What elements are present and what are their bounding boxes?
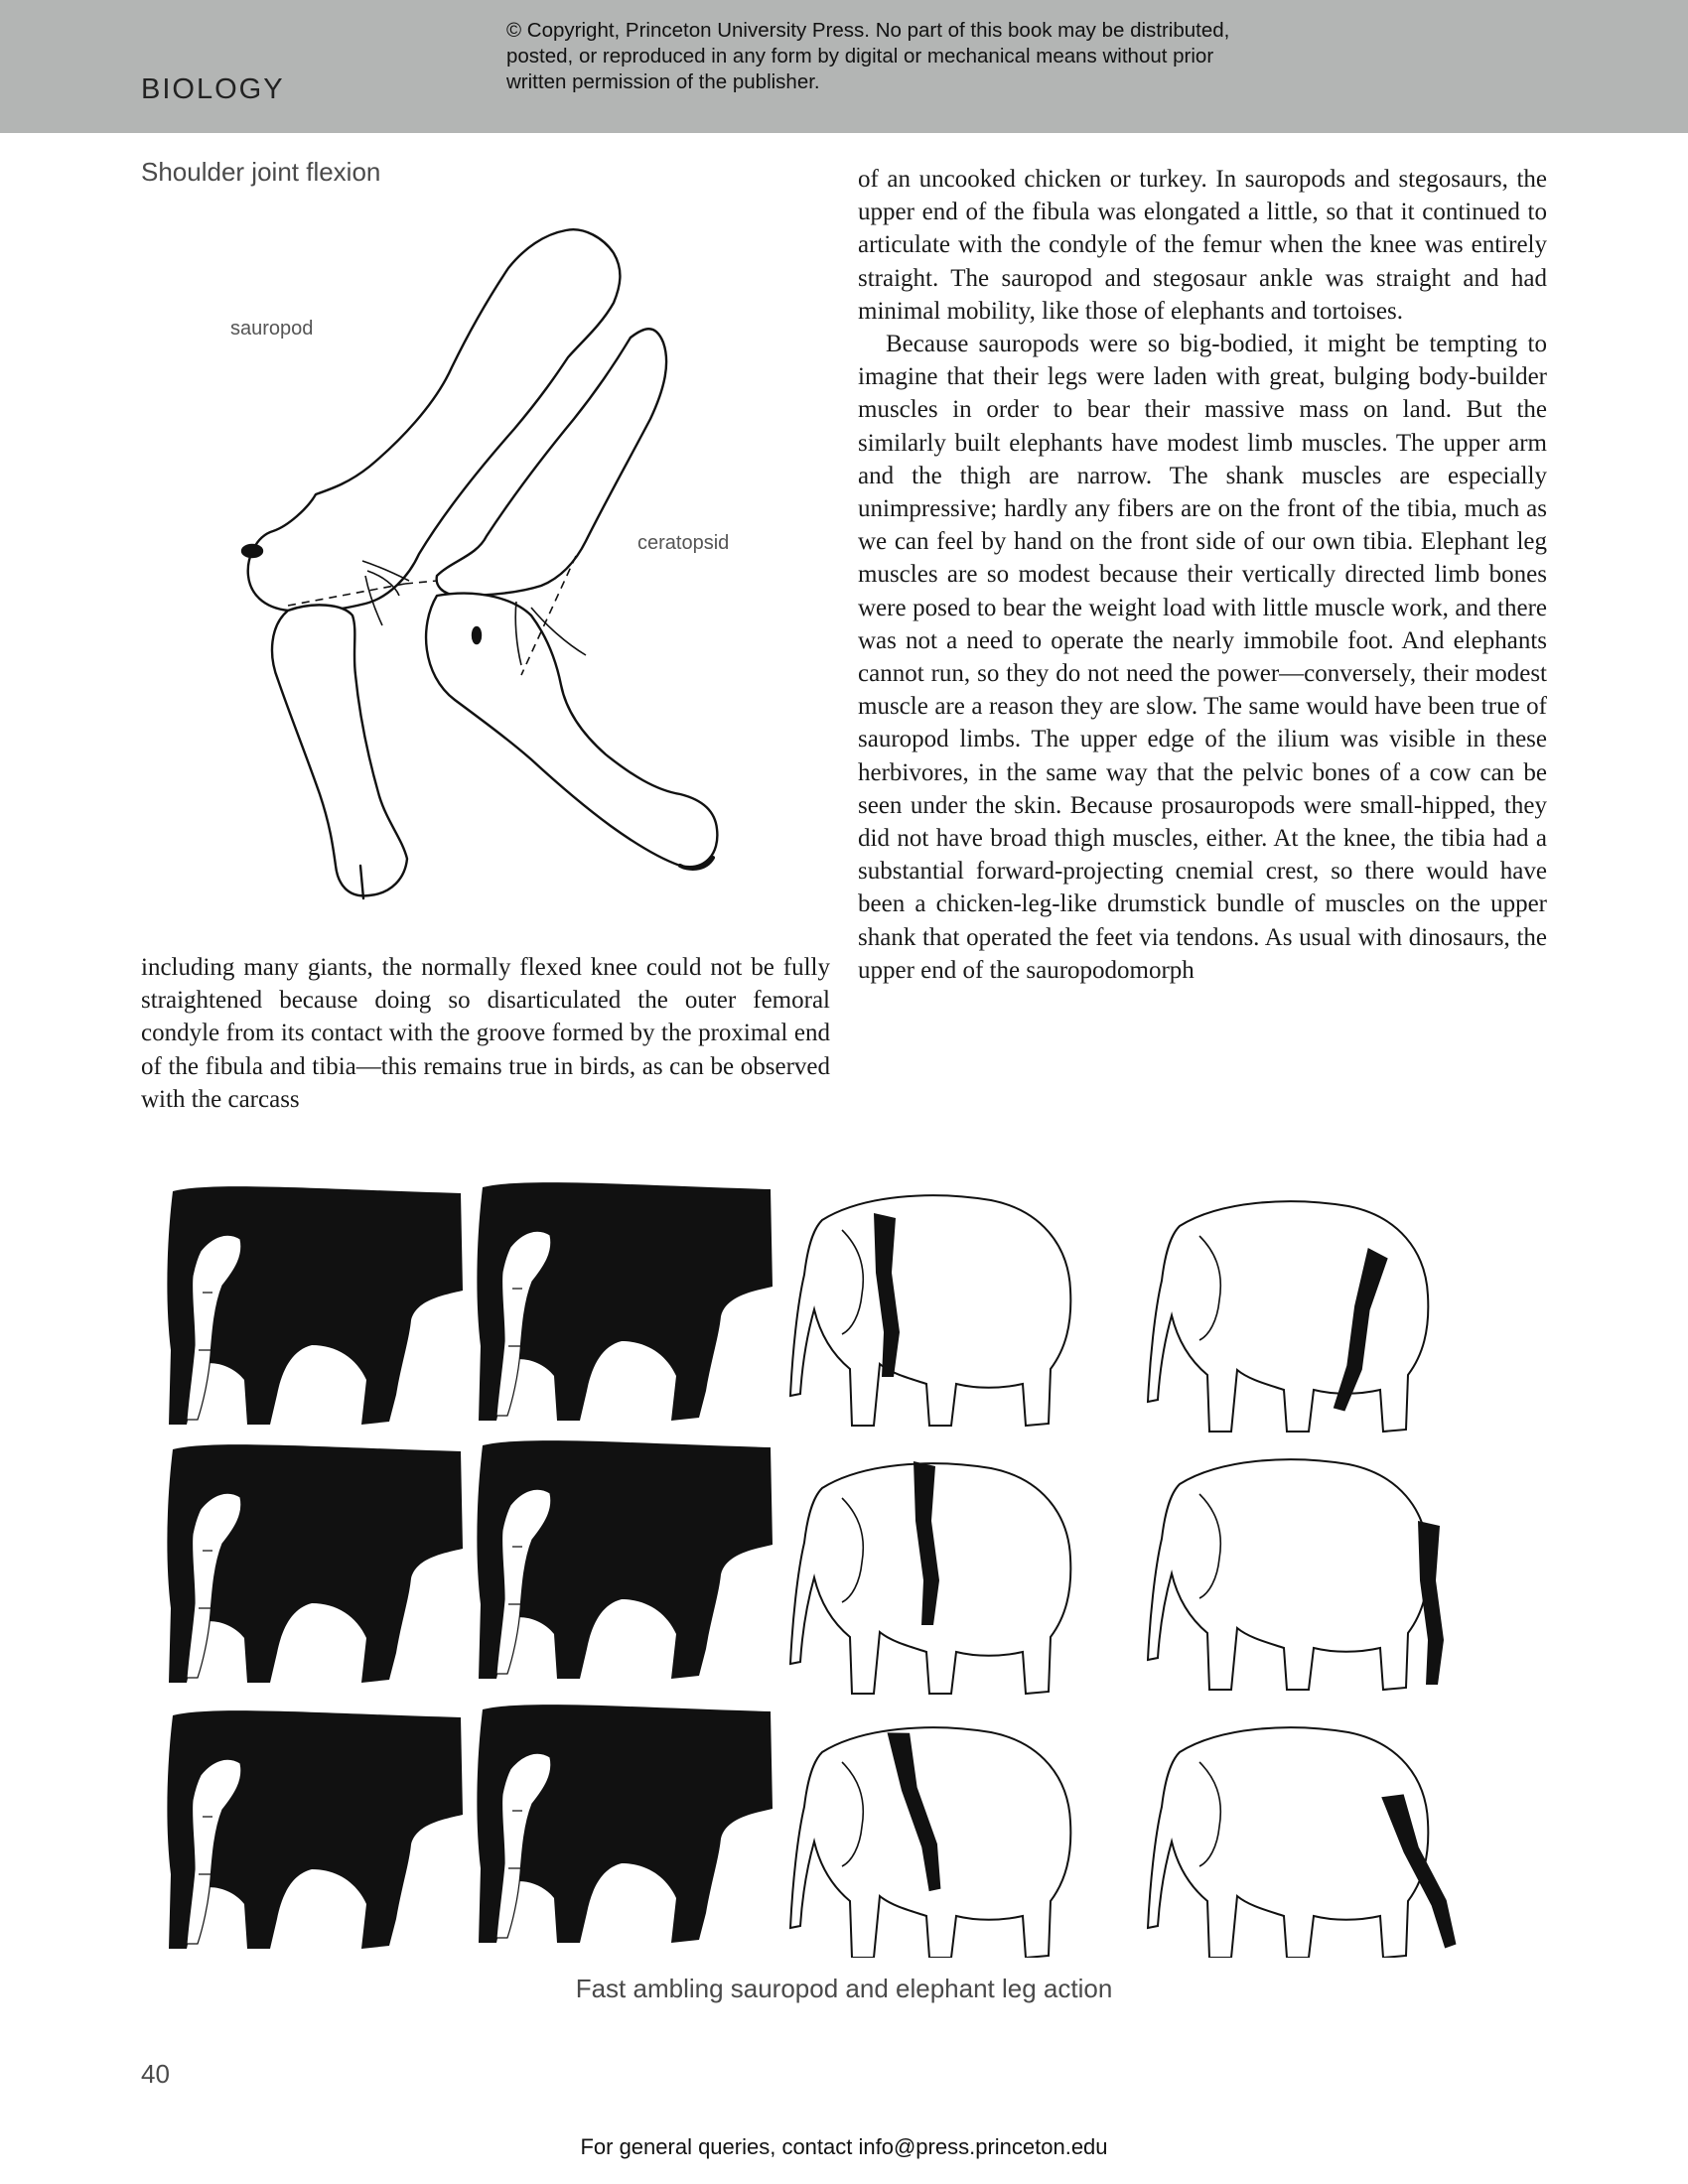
copyright-banner (0, 0, 1688, 133)
label-ceratopsid: ceratopsid (637, 532, 730, 554)
copyright-notice: © Copyright, Princeton University Press. No part of this book may be distributed, posted, or reproduced in any form by digital or mechanical means without prior written permission of the publisher. (506, 19, 1230, 93)
label-sauropod: sauropod (230, 318, 314, 340)
gait-row-3 (167, 1705, 1462, 1958)
shoulder-joint-illustration (139, 159, 834, 943)
footer-contact: For general queries, contact info@press.princeton.edu (580, 2134, 1108, 2159)
ceratopsid-humerus (426, 594, 717, 868)
paragraph: including many giants, the normally flexed knee could not be fully straightened because doing so disarticulated the outer femoral condyle from its contact with the groove formed by the proximal end of the fibula and tibia—this remains true in birds, as can be observed with the carcass (141, 954, 830, 1113)
paragraph: of an uncooked chicken or turkey. In sauropods and stegosaurs, the upper end of the fibula was elongated a little, so that it continued to articulate with the condyle of the femur when the knee was entirely straight. The sauropod and stegosaur ankle was straight and had minimal mobility, like those of elephants and tortoises. (858, 166, 1547, 325)
paragraph: Because sauropods were so big-bodied, it might be tempting to imagine that their legs were laden with great, bulging body-builder muscles in order to bear their massive mass on land. But the similarly built elephants have modest limb muscles. The upper arm and the thigh are narrow. The shank muscles are especially unimpressive; hardly any fibers are on the front of the tibia, much as we can feel by hand on the front side of our own tibia. Elephant leg muscles are so modest because their vertically directed limb bones were posed to bear the weight load with little muscle work, and there was not a need to operate the nearly immobile foot. And elephants cannot run, so they do not need the power—conversely, their modest muscle are a reason they are slow. The same would have been true of sauropod limbs. The upper edge of the ilium was visible in these herbivores, in the same way that the pelvic bones of a cow can be seen under the skin. Because prosauropods were small-hipped, they did not have broad thigh muscles, either. At the knee, the tibia had a substantial forward-projecting cnemial crest, so there would have been a chicken-leg-like drumstick bundle of muscles on the upper shank that operated the feet via tendons. As usual with dinosaurs, the upper end of the sauropodomorph (858, 331, 1547, 984)
gait-figure-caption: Fast ambling sauropod and elephant leg action (575, 1974, 1113, 2003)
body-text-right-column (858, 163, 1547, 987)
gait-sequence-illustration (167, 1173, 1517, 1958)
shoulder-figure-caption: Shoulder joint flexion (141, 157, 381, 187)
body-text-left-column (141, 951, 830, 1116)
gait-row-2 (167, 1440, 1444, 1694)
gait-row-1 (167, 1182, 1428, 1432)
page-number: 40 (141, 2059, 170, 2089)
sauropod-humerus (272, 605, 407, 895)
section-title: BIOLOGY (141, 73, 285, 105)
